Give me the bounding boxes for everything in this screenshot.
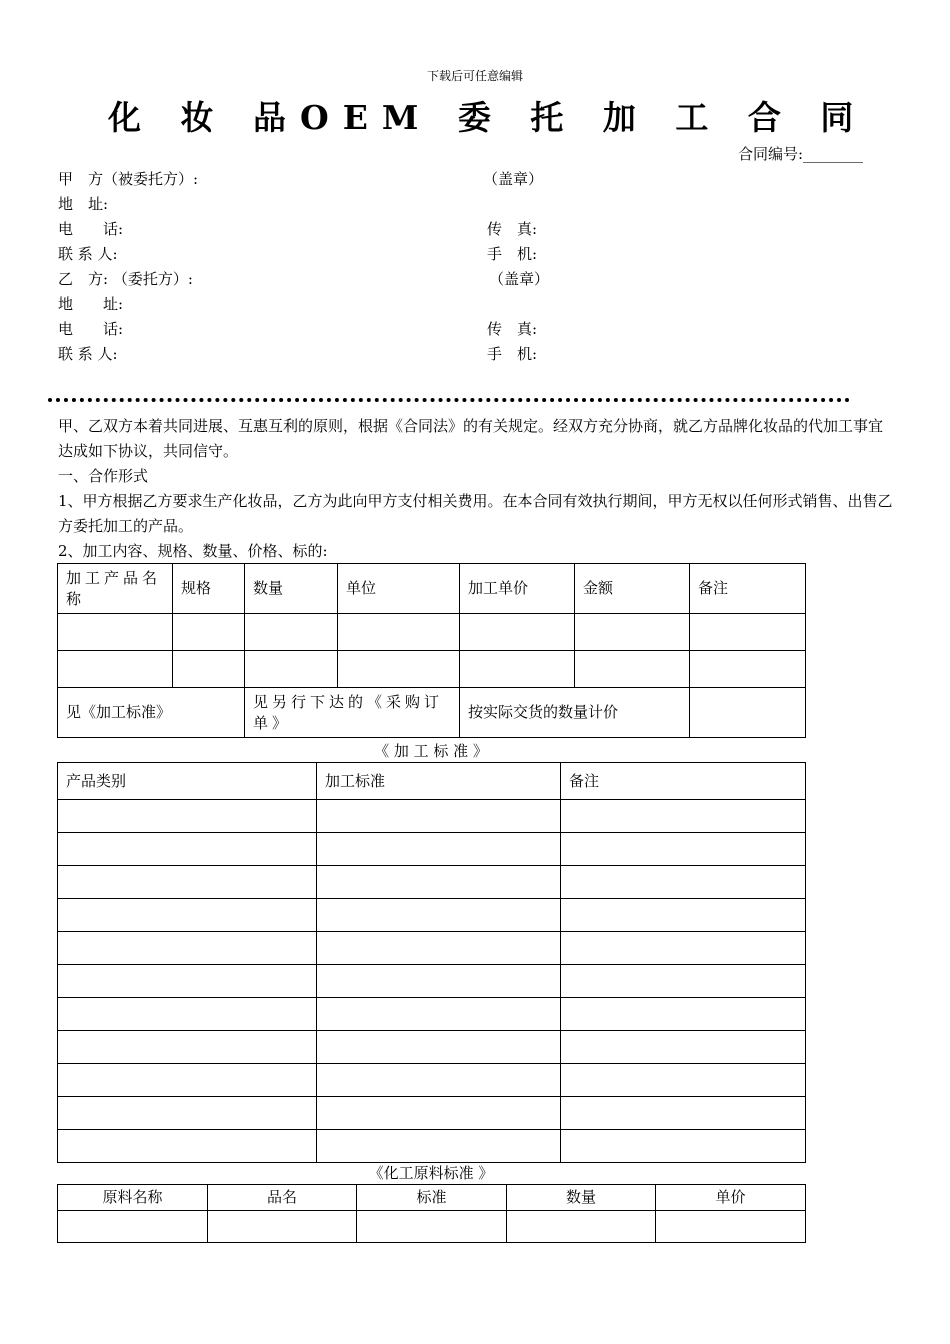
table-cell[interactable] [561,866,806,899]
table-cell[interactable] [561,932,806,965]
table-cell[interactable] [357,1211,507,1243]
section-1-heading: 一、合作形式 [58,467,149,485]
table-cell[interactable] [58,899,317,932]
table-cell[interactable] [561,998,806,1031]
table-cell[interactable] [561,800,806,833]
table-cell[interactable] [58,1211,208,1243]
table-cell[interactable] [173,651,245,688]
header-material-name: 原料名称 [58,1185,208,1211]
header-standard: 标准 [357,1185,507,1211]
header-amount: 金额 [575,564,690,614]
table-row [58,899,806,932]
table-row [58,833,806,866]
table-row [58,998,806,1031]
header-remarks: 备注 [561,763,806,800]
table-row [58,1097,806,1130]
raw-material-standard-table [57,1184,806,1243]
table-row [58,866,806,899]
header-unit-price: 单价 [656,1185,806,1211]
header-product-name: 品名 [208,1185,357,1211]
table-cell[interactable] [507,1211,656,1243]
dotted-separator [48,398,850,402]
raw-material-standard-caption: 《化工原料标准 》 [368,1164,494,1182]
party-b-fax-label: 传 真: [487,320,538,338]
header-unit: 单位 [338,564,460,614]
table-cell[interactable] [317,1097,561,1130]
table-row [58,800,806,833]
table-cell[interactable] [561,899,806,932]
table-cell[interactable] [245,651,338,688]
document-title: 化 妆 品OEM 委 托 加 工 合 同 [108,98,868,137]
table-cell[interactable] [317,833,561,866]
table-cell[interactable] [575,614,690,651]
table-cell[interactable] [317,800,561,833]
table-cell[interactable] [338,651,460,688]
header-quantity: 数量 [507,1185,656,1211]
header-spec: 规格 [173,564,245,614]
table-row [58,614,806,651]
table-cell[interactable] [690,688,806,738]
table-cell[interactable] [561,1097,806,1130]
table-cell[interactable] [317,899,561,932]
table-cell[interactable] [317,998,561,1031]
party-b-seal: （盖章） [489,270,550,288]
party-a-label: 甲 方（被委托方）: [58,170,199,188]
contract-number-label: 合同编号:________ [738,145,864,163]
clause-1: 1、甲方根据乙方要求生产化妆品，乙方为此向甲方支付相关费用。在本合同有效执行期间，甲方无权以任何形式销售、出售乙方委托加工的产品。 [58,492,893,535]
top-note: 下载后可任意编辑 [426,69,523,83]
table-row [58,932,806,965]
table-cell[interactable] [58,1130,317,1163]
table-cell[interactable] [58,866,317,899]
table-cell[interactable] [173,614,245,651]
table-cell[interactable] [460,651,575,688]
table-cell[interactable] [317,1064,561,1097]
table-row [58,1031,806,1064]
party-b-contact-label: 联 系 人: [58,345,118,363]
footer-pricing-note: 按实际交货的数量计价 [460,688,690,738]
party-a-contact-label: 联 系 人: [58,245,118,263]
footer-order-ref: 见另行下达的《采购订单》 [245,688,460,738]
table-cell[interactable] [58,800,317,833]
party-a-mobile-label: 手 机: [487,245,538,263]
header-product-category: 产品类别 [58,763,317,800]
table-cell[interactable] [58,1064,317,1097]
table-cell[interactable] [561,1031,806,1064]
party-a-seal: （盖章） [483,170,544,188]
header-remarks: 备注 [690,564,806,614]
table-cell[interactable] [656,1211,806,1243]
table-cell[interactable] [338,614,460,651]
party-b-phone-label: 电 话: [58,320,124,338]
processing-standard-caption: 《 加 工 标 准 》 [374,742,488,760]
table-cell[interactable] [58,1031,317,1064]
table-cell[interactable] [58,614,173,651]
party-a-address-label: 地 址: [58,195,109,213]
party-b-label: 乙 方: （委托方）: [58,270,193,288]
processing-standard-table [57,762,806,1163]
header-quantity: 数量 [245,564,338,614]
table-cell[interactable] [58,833,317,866]
party-a-fax-label: 传 真: [487,220,538,238]
table-cell[interactable] [317,1031,561,1064]
table-cell[interactable] [561,1130,806,1163]
table-cell[interactable] [317,866,561,899]
header-processing-standard: 加工标准 [317,763,561,800]
table-row [58,1064,806,1097]
table-cell[interactable] [58,998,317,1031]
table-cell[interactable] [317,932,561,965]
table-cell[interactable] [690,614,806,651]
header-product-name: 加工产品名称 [58,564,173,614]
table-cell[interactable] [58,932,317,965]
header-unit-price: 加工单价 [460,564,575,614]
table-cell[interactable] [575,651,690,688]
table-cell[interactable] [245,614,338,651]
table-cell[interactable] [690,651,806,688]
table-cell[interactable] [317,965,561,998]
party-a-phone-label: 电 话: [58,220,124,238]
table-row [58,1130,806,1163]
table-cell[interactable] [460,614,575,651]
table-cell[interactable] [58,651,173,688]
processing-content-table [57,563,806,738]
table-cell[interactable] [561,965,806,998]
table-cell[interactable] [58,1097,317,1130]
table-cell[interactable] [58,965,317,998]
table-cell[interactable] [208,1211,357,1243]
party-b-mobile-label: 手 机: [487,345,538,363]
clause-2: 2、加工内容、规格、数量、价格、标的: [58,542,328,560]
table-cell[interactable] [561,833,806,866]
table-row [58,965,806,998]
party-b-address-label: 地 址: [58,295,124,313]
table-cell[interactable] [561,1064,806,1097]
table-row [58,651,806,688]
footer-standard-ref: 见《加工标准》 [58,688,245,738]
intro-paragraph: 甲、乙双方本着共同进展、互惠互利的原则，根据《合同法》的有关规定。经双方充分协商，就乙方品牌化妆品的代加工事宜达成如下协议，共同信守。 [58,417,884,460]
table-row [58,1211,806,1243]
table-cell[interactable] [317,1130,561,1163]
